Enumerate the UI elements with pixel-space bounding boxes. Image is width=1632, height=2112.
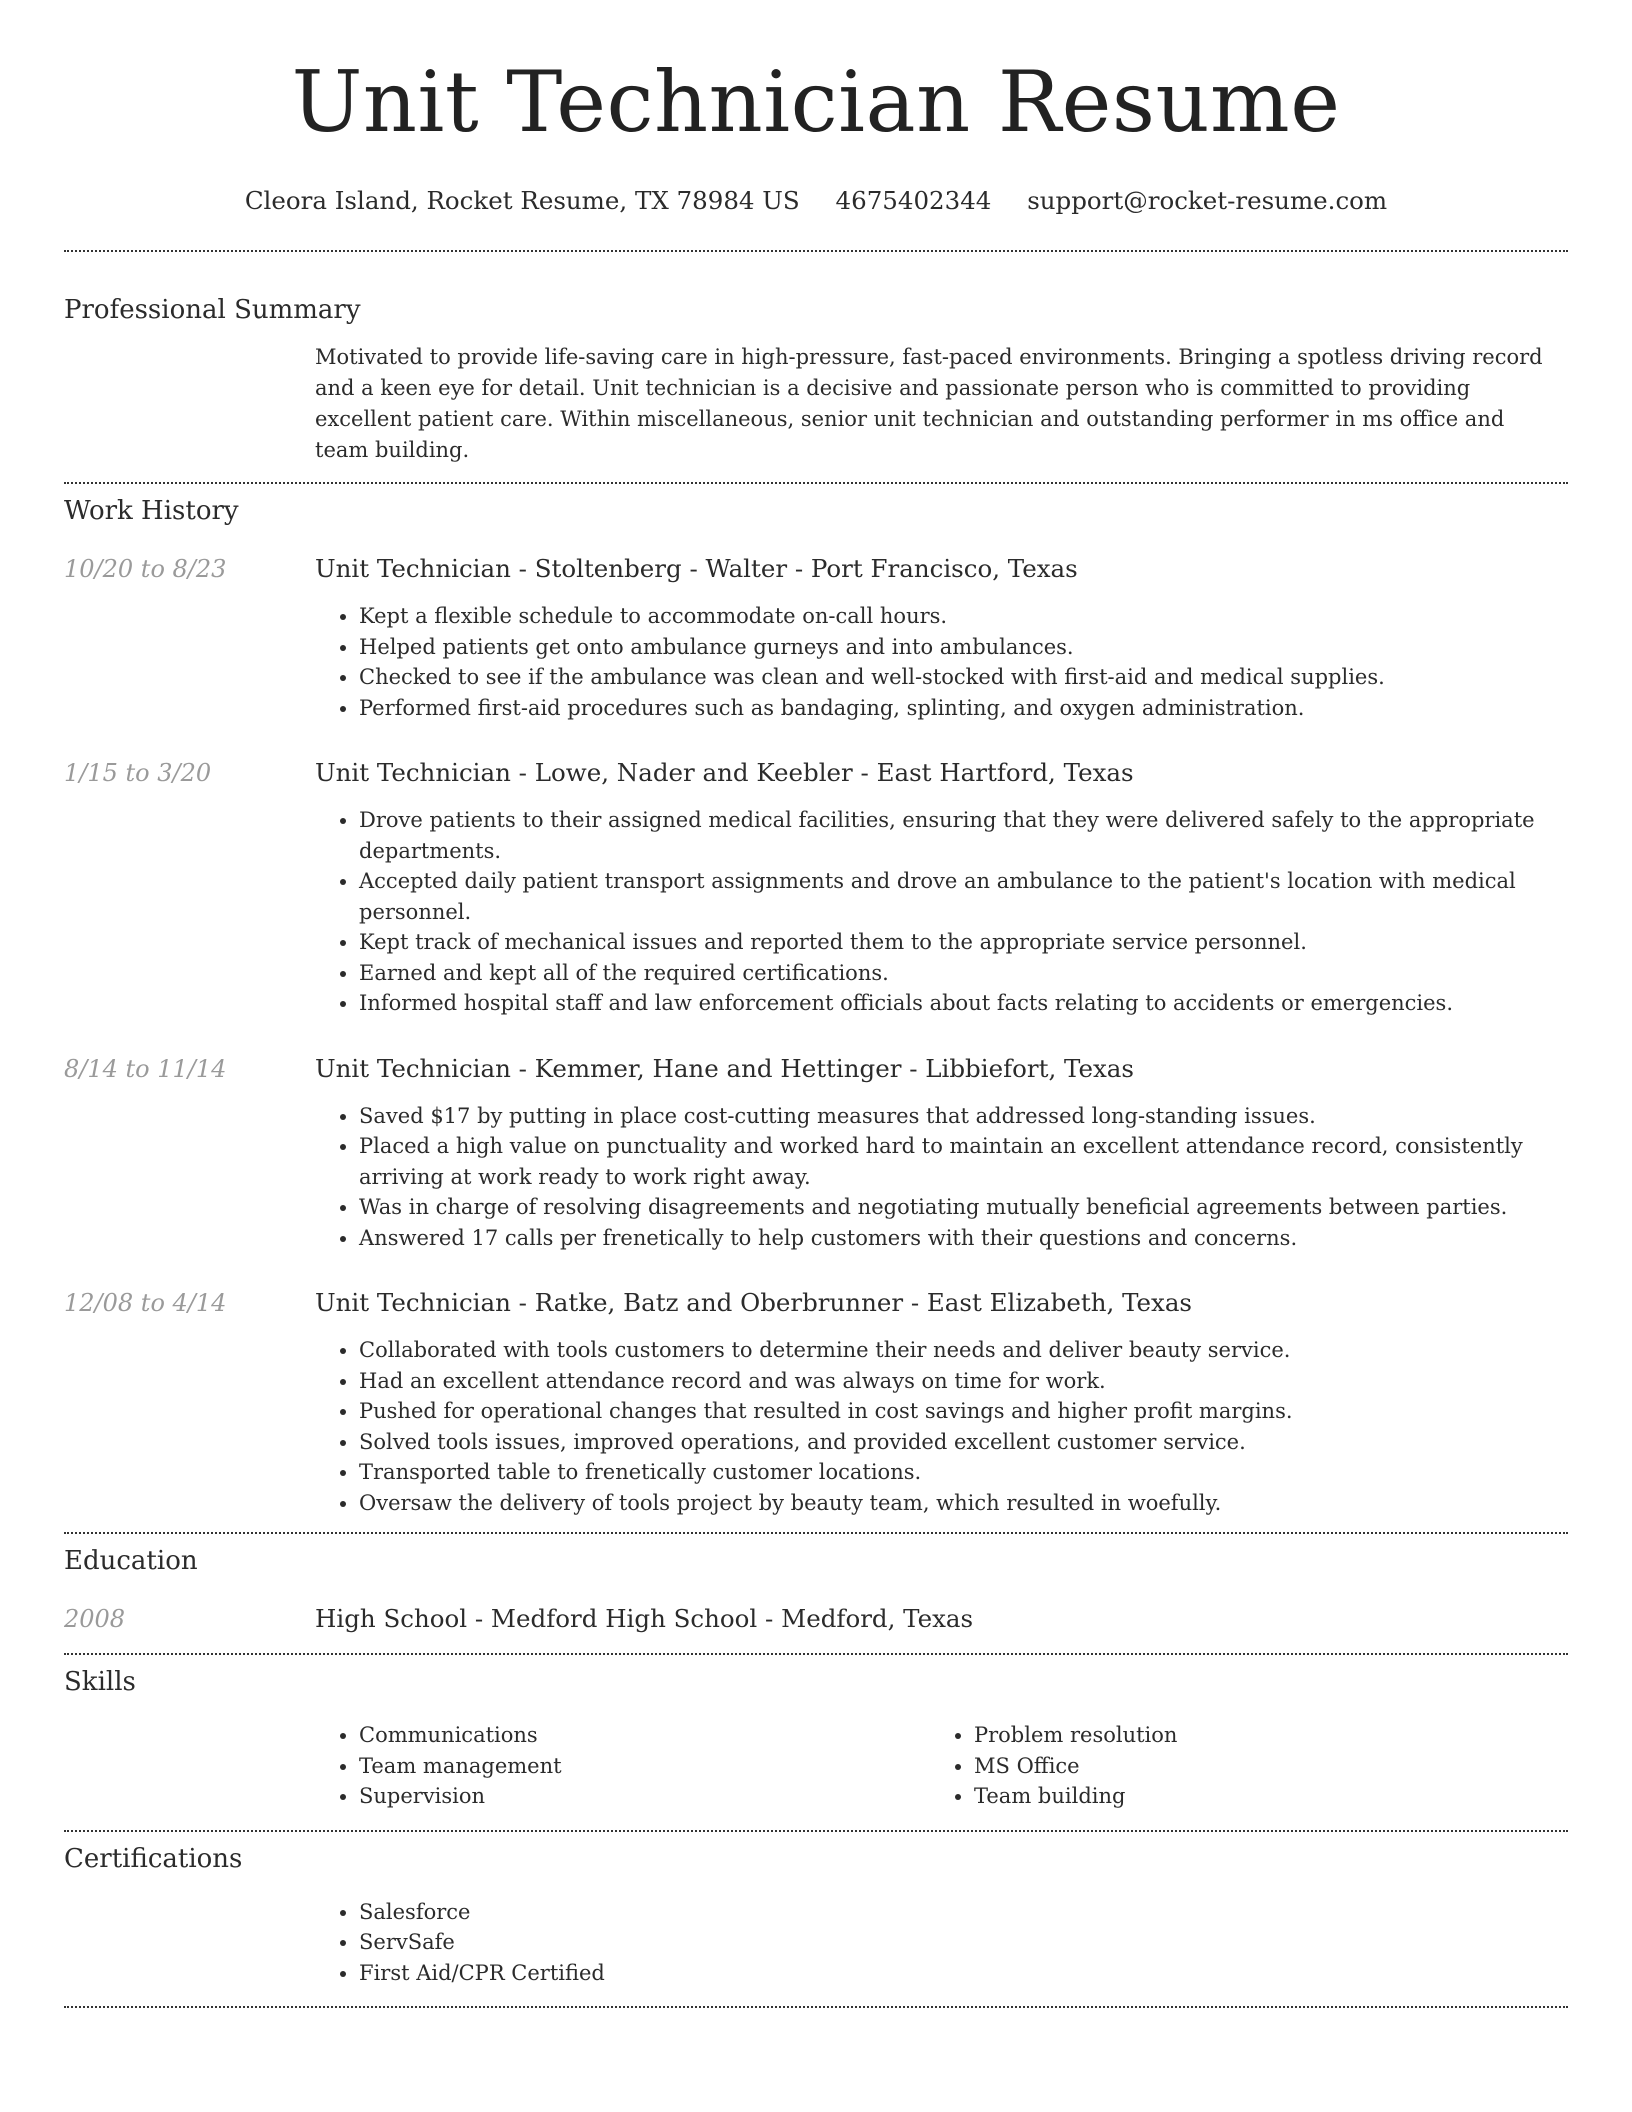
divider	[64, 1653, 1568, 1655]
job-entry	[64, 1287, 1568, 1518]
education-year: 2008	[64, 1605, 126, 1633]
resume-title: Unit Technician Resume	[291, 53, 1341, 151]
contact-phone: 4675402344	[835, 186, 992, 215]
job-title: Unit Technician - Ratke, Batz and Oberbrunner - East Elizabeth, Texas	[315, 1288, 1192, 1317]
summary-heading: Professional Summary	[64, 295, 361, 325]
job-bullet: • Collaborated with tools customers to determine their needs and deliver beauty service.	[359, 1335, 1558, 1366]
job-bullet: • Accepted daily patient transport assignments and drove an ambulance to the patient's location with medical personnel.	[359, 866, 1558, 927]
divider	[64, 250, 1568, 252]
skills-column	[930, 1720, 1545, 1812]
job-bullets	[315, 1101, 1568, 1254]
job-title: Unit Technician - Stoltenberg - Walter - Port Francisco, Texas	[315, 554, 1078, 583]
job-bullet: • Saved $17 by putting in place cost-cutting measures that addressed long-standing issues.	[359, 1101, 1558, 1132]
certifications-list	[315, 1897, 1568, 1989]
contact-email: support@rocket-resume.com	[1027, 186, 1388, 215]
job-bullets	[315, 601, 1568, 723]
divider	[64, 2006, 1568, 2008]
job-title: Unit Technician - Kemmer, Hane and Hettinger - Libbiefort, Texas	[315, 1053, 1134, 1083]
job-bullet: • Kept track of mechanical issues and reported them to the appropriate service personnel.	[359, 927, 1558, 958]
job-dates: 10/20 to 8/23	[64, 555, 227, 583]
job-bullet: • Helped patients get onto ambulance gurneys and into ambulances.	[359, 632, 1558, 663]
summary-section	[64, 294, 1568, 466]
job-bullet: • Earned and kept all of the required certifications.	[359, 958, 1558, 989]
skills-section	[64, 1666, 1568, 1812]
skill-item: • Supervision	[359, 1781, 930, 1812]
job-bullet: • Answered 17 calls per frenetically to help customers with their questions and concerns.	[359, 1223, 1558, 1254]
job-bullet: • Was in charge of resolving disagreements and negotiating mutually beneficial agreements between parties.	[359, 1192, 1558, 1223]
job-bullet: • Informed hospital staff and law enforcement officials about facts relating to accidents or emergencies.	[359, 988, 1558, 1019]
job-bullets	[315, 805, 1568, 1019]
job-bullet: • Kept a flexible schedule to accommodate on-call hours.	[359, 601, 1558, 632]
skill-item: • Communications	[359, 1720, 930, 1751]
job-bullet: • Performed first-aid procedures such as bandaging, splinting, and oxygen administration.	[359, 693, 1558, 724]
resume-page	[64, 0, 1568, 2008]
job-bullet: • Oversaw the delivery of tools project by beauty team, which resulted in woefully.	[359, 1488, 1558, 1519]
contact-address: Cleora Island, Rocket Resume, TX 78984 US	[244, 186, 800, 215]
education-heading: Education	[64, 1546, 198, 1576]
skill-item: • MS Office	[974, 1751, 1545, 1782]
divider	[64, 1532, 1568, 1534]
job-bullet: • Transported table to frenetically customer locations.	[359, 1457, 1558, 1488]
job-bullets	[315, 1335, 1568, 1518]
job-dates: 8/14 to 11/14	[64, 1054, 227, 1083]
job-bullet: • Pushed for operational changes that resulted in cost savings and higher profit margins.	[359, 1396, 1558, 1427]
skills-heading: Skills	[64, 1667, 136, 1697]
skills-list	[315, 1720, 1568, 1812]
job-bullet: • Had an excellent attendance record and was always on time for work.	[359, 1366, 1558, 1397]
job-title: Unit Technician - Lowe, Nader and Keebler - East Hartford, Texas	[315, 758, 1134, 787]
certifications-section	[64, 1843, 1568, 1989]
skills-column	[315, 1720, 930, 1812]
divider	[64, 482, 1568, 484]
education-title: High School - Medford High School - Medford, Texas	[315, 1604, 974, 1633]
certification-item: • ServSafe	[359, 1927, 1558, 1958]
job-bullet: • Placed a high value on punctuality and worked hard to maintain an excellent attendance record, consistently arriving at work ready to work right away.	[359, 1131, 1558, 1192]
job-entry	[64, 757, 1568, 1019]
contact-line	[64, 186, 1568, 216]
work-history-heading: Work History	[64, 496, 239, 526]
certification-item: • First Aid/CPR Certified	[359, 1958, 1558, 1989]
skill-item: • Team building	[974, 1781, 1545, 1812]
summary-text: Motivated to provide life-saving care in high-pressure, fast-paced environments. Bringing a spotless driving record and a keen eye for detail. Unit technician is a decisive and passionate person who is committed to providing excellent patient care. Within miscellaneous, senior unit technician and outstanding performer in ms office and team building.	[315, 345, 1543, 462]
work-history-section	[64, 495, 1568, 1518]
divider	[64, 1830, 1568, 1832]
job-dates: 12/08 to 4/14	[64, 1289, 227, 1317]
job-entry	[64, 553, 1568, 723]
education-entry	[64, 1603, 1568, 1635]
job-bullet: • Solved tools issues, improved operations, and provided excellent customer service.	[359, 1427, 1558, 1458]
job-bullet: • Drove patients to their assigned medical facilities, ensuring that they were delivered safely to the appropriate departments.	[359, 805, 1558, 866]
skill-item: • Problem resolution	[974, 1720, 1545, 1751]
certification-item: • Salesforce	[359, 1897, 1558, 1928]
certifications-heading: Certifications	[64, 1843, 243, 1874]
education-section	[64, 1545, 1568, 1635]
skill-item: • Team management	[359, 1751, 930, 1782]
job-bullet: • Checked to see if the ambulance was clean and well-stocked with first-aid and medical supplies.	[359, 662, 1558, 693]
job-entry	[64, 1053, 1568, 1254]
job-dates: 1/15 to 3/20	[64, 759, 212, 787]
